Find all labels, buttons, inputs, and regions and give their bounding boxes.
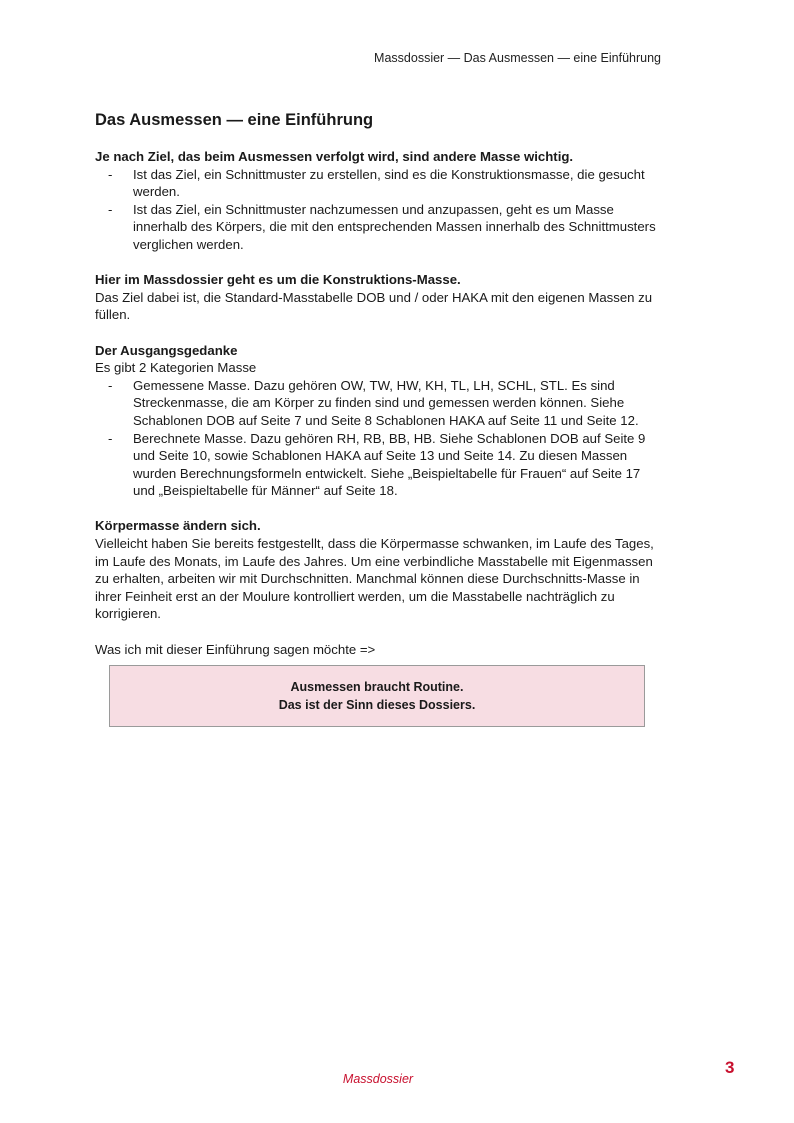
dash-bullet: -: [108, 430, 113, 446]
section-body: Das Ziel dabei ist, die Standard-Masstabelle DOB und / oder HAKA mit den eigenen Massen zu füllen.: [95, 289, 653, 323]
lead-in-text: Was ich mit dieser Einführung sagen möchte =>: [95, 641, 376, 657]
callout-line: Das ist der Sinn dieses Dossiers.: [278, 698, 476, 712]
page-title: Das Ausmessen — eine Einführung: [95, 111, 374, 129]
dash-bullet: -: [108, 377, 113, 393]
page-content: [95, 110, 661, 658]
callout-line: Ausmessen braucht Routine.: [290, 680, 464, 694]
section-heading: Hier im Massdossier geht es um die Konstruktions-Masse.: [95, 272, 461, 288]
dash-list: [95, 166, 661, 254]
section-construction: [95, 271, 661, 324]
list-item: - Berechnete Masse. Dazu gehören RH, RB, BB, HB. Siehe Schablonen DOB auf Seite 9 und Seite 10, sowie Schablonen HAKA auf Seite 13 und Seite 14. Zu diesen Massen wurden Berechnungsformeln entwickelt. Siehe „Beispieltabelle für Frauen“ auf Seite 17 und „Beispieltabelle für Männer“ auf Seite 18.: [108, 430, 646, 499]
section-body: Vielleicht haben Sie bereits festgestellt, dass die Körpermasse schwanken, im Laufe des Tages, im Laufe des Monats, im Laufe des Jahres. Um eine verbindliche Masstabelle mit Eigenmassen zu erhalten, arbeiten wir mit Durchschnitten. Manchmal können diese Durchschnitts-Masse in ihrer Feinheit erst an der Moulure kontrolliert werden, um die Masstabelle nachträglich zu korrigieren.: [95, 536, 654, 622]
callout-box: [109, 665, 645, 727]
section-intro: Es gibt 2 Kategorien Masse: [95, 360, 257, 376]
section-heading: Je nach Ziel, das beim Ausmessen verfolgt wird, sind andere Masse wichtig.: [95, 149, 574, 164]
section-goals: [95, 148, 661, 254]
dash-list: [95, 377, 661, 500]
footer-title: Massdossier: [342, 1072, 414, 1086]
section-basic-idea: [95, 342, 661, 500]
dash-bullet: -: [108, 166, 113, 182]
list-item: - Gemessene Masse. Dazu gehören OW, TW, HW, KH, TL, LH, SCHL, STL. Es sind Streckenmasse, die am Körper zu finden sind und gemessen werden können. Siehe Schablonen DOB auf Seite 7 und Seite 8 Schablonen HAKA auf Seite 11 und Seite 12.: [108, 377, 639, 428]
section-heading: Der Ausgangsgedanke: [95, 342, 238, 358]
dash-bullet: -: [108, 201, 113, 217]
list-item: - Ist das Ziel, ein Schnittmuster zu erstellen, sind es die Konstruktionsmasse, die gesucht werden.: [108, 166, 645, 200]
page-number: 3: [725, 1058, 735, 1077]
running-header: Massdossier — Das Ausmessen — eine Einführung: [374, 51, 661, 65]
list-item: - Ist das Ziel, ein Schnittmuster nachzumessen und anzupassen, geht es um Masse innerhalb des Körpers, die mit den entsprechenden Massen innerhalb des Schnittmusters verglichen werden.: [108, 201, 656, 252]
section-body-changes: [95, 517, 661, 623]
section-heading: Körpermasse ändern sich.: [95, 518, 261, 534]
